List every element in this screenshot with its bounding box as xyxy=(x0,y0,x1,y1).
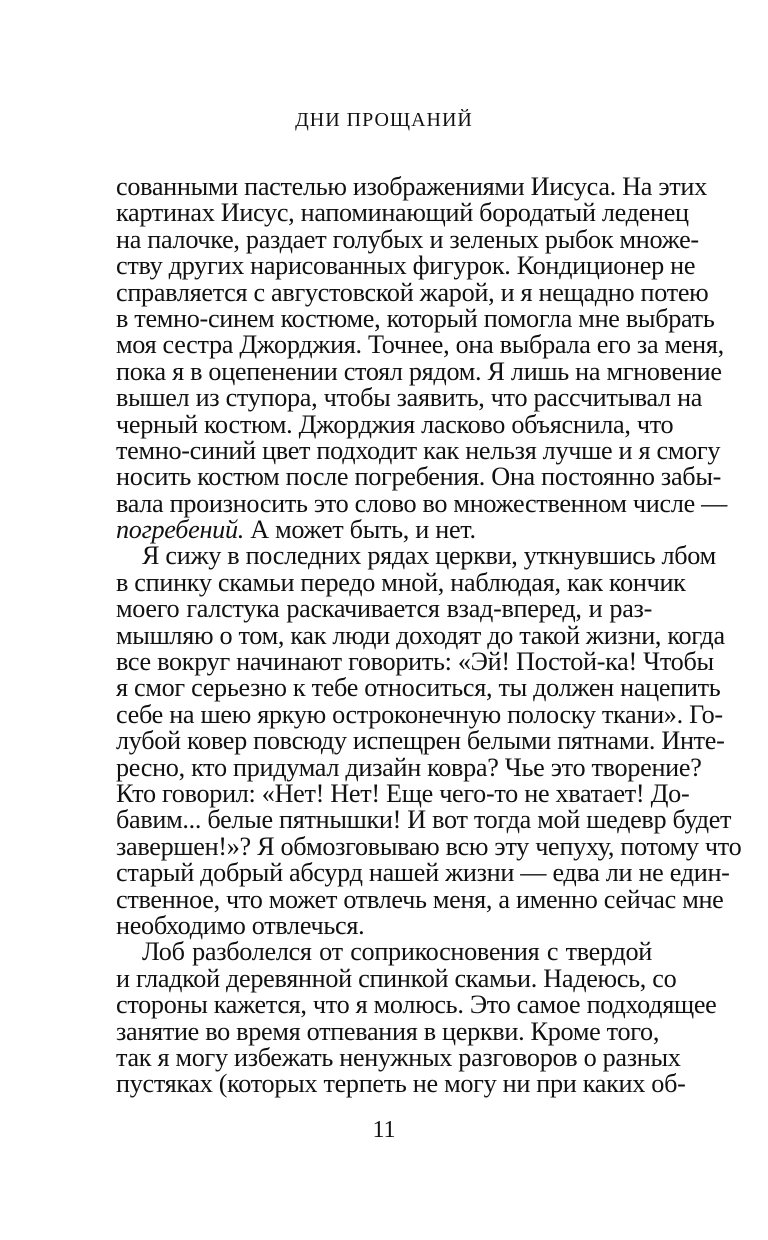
text-line: темно-синий цвет подходит как нельзя лучше и я смогу xyxy=(116,435,721,465)
text-line: картинах Иисус, напоминающий бородатый леденец xyxy=(116,198,689,228)
text-line: справляется с августовской жарой, и я нещадно потею xyxy=(116,277,709,307)
text-line: Лоб разболелся от соприкосновения с твердой xyxy=(142,937,652,967)
text-line: на палочке, раздает голубых и зеленых рыбок множе- xyxy=(116,224,699,254)
text-line: в темно-синем костюме, который помогла мне выбрать xyxy=(116,303,715,333)
text-line: занятие во время отпевания в церкви. Кроме того, xyxy=(116,1016,660,1046)
text-line: сованными пастелью изображениями Иисуса. На этих xyxy=(116,172,707,201)
text-line: в спинку скамьи передо мной, наблюдая, как кончик xyxy=(116,567,686,597)
text-line: моего галстука раскачивается взад-вперед, и раз- xyxy=(116,594,652,624)
emphasis-word: погребений. xyxy=(116,515,244,545)
text-line: вала произносить это слово во множественном числе — xyxy=(116,488,728,518)
text-line: и гладкой деревянной спинкой скамьи. Надеюсь, со xyxy=(116,963,677,993)
page-number: 11 xyxy=(372,1117,396,1143)
text-line: черный костюм. Джорджия ласково объяснила, что xyxy=(116,409,674,439)
text-line: ресно, кто придумал дизайн ковра? Чье это творение? xyxy=(116,752,702,782)
text-line: пока я в оцепенении стоял рядом. Я лишь на мгновение xyxy=(116,356,722,386)
text-line: моя сестра Джорджия. Точнее, она выбрала его за меня, xyxy=(116,330,724,360)
text-line: бавим... белые пятнышки! И вот тогда мой шедевр будет xyxy=(116,805,732,835)
text-line: лубой ковер повсюду испещрен белыми пятнами. Инте- xyxy=(116,726,725,756)
text-line: вышел из ступора, чтобы заявить, что рассчитывал на xyxy=(116,383,703,413)
text-line: мышляю о том, как люди доходят до такой жизни, когда xyxy=(116,620,725,650)
text-line: носить костюм после погребения. Она постоянно забы- xyxy=(116,462,722,492)
text-line: завершен!»? Я обмозговываю всю эту чепуху, потому что xyxy=(116,831,742,861)
body-text xyxy=(116,172,742,1099)
text-line: себе на шею яркую остроконечную полоску ткани». Го- xyxy=(116,699,723,729)
text-line xyxy=(116,517,652,543)
text-line: Кто говорил: «Нет! Нет! Еще чего-то не хватает! До- xyxy=(116,778,690,808)
running-header: ДНИ ПРОЩАНИЙ xyxy=(295,109,473,131)
text-line: ственное, что может отвлечь меня, а именно сейчас мне xyxy=(116,884,724,914)
text-line: пустяках (которых терпеть не могу ни при каких об- xyxy=(116,1069,686,1099)
text-line: так я могу избежать ненужных разговоров о разных xyxy=(116,1042,681,1072)
text-line: я смог серьезно к тебе относиться, ты должен нацепить xyxy=(116,673,721,703)
text-line: Я сижу в последних рядах церкви, уткнувшись лбом xyxy=(142,541,716,571)
text-line: необходимо отвлечься. xyxy=(116,910,365,940)
text-line: ству других нарисованных фигурок. Кондиционер не xyxy=(116,251,696,281)
text-line: все вокруг начинают говорить: «Эй! Постой-ка! Чтобы xyxy=(116,647,714,677)
text-line: стороны кажется, что я молюсь. Это самое подходящее xyxy=(116,990,717,1020)
text-line: старый добрый абсурд нашей жизни — едва ли не един- xyxy=(116,858,730,888)
text-line-rest: А может быть, и нет. xyxy=(244,515,476,545)
